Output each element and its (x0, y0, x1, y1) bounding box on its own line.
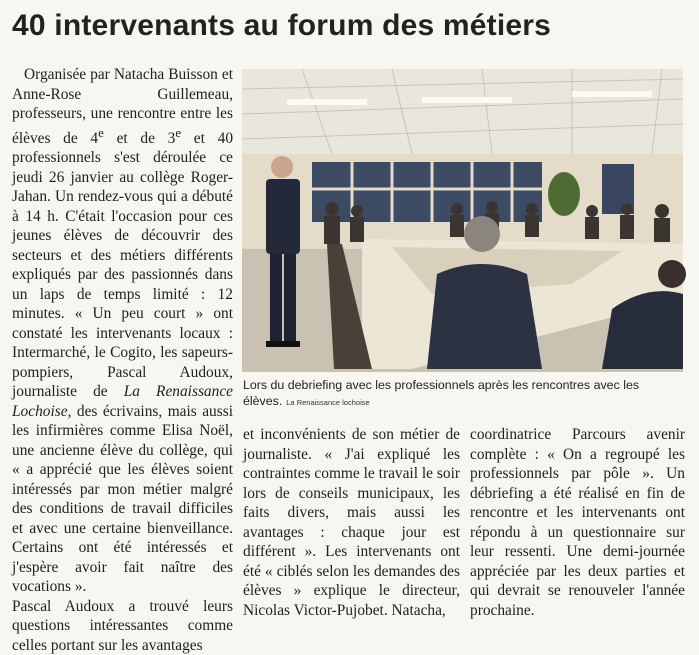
text-run: et de 3 (103, 129, 176, 147)
paragraph-1 (12, 65, 233, 597)
headline: 40 intervenants au forum des métiers (12, 9, 552, 42)
text-run: , des écrivains, mais aussi les infirmières comme Elisa Noël, une ancienne élève du collège, qui « a apprécié que les élèves soient intéressés par mon métier malgré des conditions de travail difficiles et avec une certaine bienveillance. Certains ont été intéressés et j'espère avoir fait naître des vocations ». (12, 402, 233, 596)
text-run: Organisée par Natacha Buisson et Anne-Rose Guillemeau, professeurs, une rencontre entre les élèves de 4 (12, 66, 233, 147)
photo-credit: La Renaissance lochoise (286, 398, 370, 407)
classroom-photo (242, 69, 683, 372)
caption-text: Lors du debriefing avec les professionnels après les rencontres avec les élèves. (243, 378, 640, 408)
article-column-3 (470, 425, 685, 619)
paragraph-4: coordinatrice Parcours avenir complète : « On a regroupé les professionnels par pôle ». Un débriefing a été réalisé en fin de rencontre et les intervenants ont répondu à un questionnaire sur leur ressenti. Une demi-journée appréciée par les deux parties et qui devrait se renouveler l'année prochaine. (470, 426, 685, 619)
paragraph-3: et inconvénients de son métier de journaliste. « J'ai expliqué les contraintes comme le travail le soir lors de conseils municipaux, les faits divers, mais aussi les avantages : chaque jour est différent ». Les intervenants ont été « ciblés selon les demandes des élèves » explique le directeur, Nicolas Victor-Pujobet. Natacha, (243, 426, 460, 619)
text-run: et 40 professionnels s'est déroulée ce jeudi 26 janvier au collège Roger-Jahan. Un rendez-vous qui a débuté à 14 h. C'était l'occasion pour ces jeunes élèves de découvrir des secteurs et des métiers différents expliqués par des passionnés dans un laps de temps limité : 12 minutes. « Un peu court » ont constaté les intervenants locaux : Intermarché, le Cogito, les sapeurs-pompiers, Pascal Audoux, journaliste de (12, 129, 234, 401)
article-column-1 (12, 65, 234, 654)
photo-caption (243, 377, 683, 411)
article-photo (242, 69, 683, 372)
superscript: e (98, 125, 104, 140)
paragraph-2: Pascal Audoux a trouvé leurs questions intéressantes comme celles portant sur les avantages (12, 597, 233, 654)
article-column-2 (243, 425, 460, 619)
superscript: e (175, 125, 182, 140)
newspaper-name: La Renaissance Lochoise (12, 383, 233, 420)
